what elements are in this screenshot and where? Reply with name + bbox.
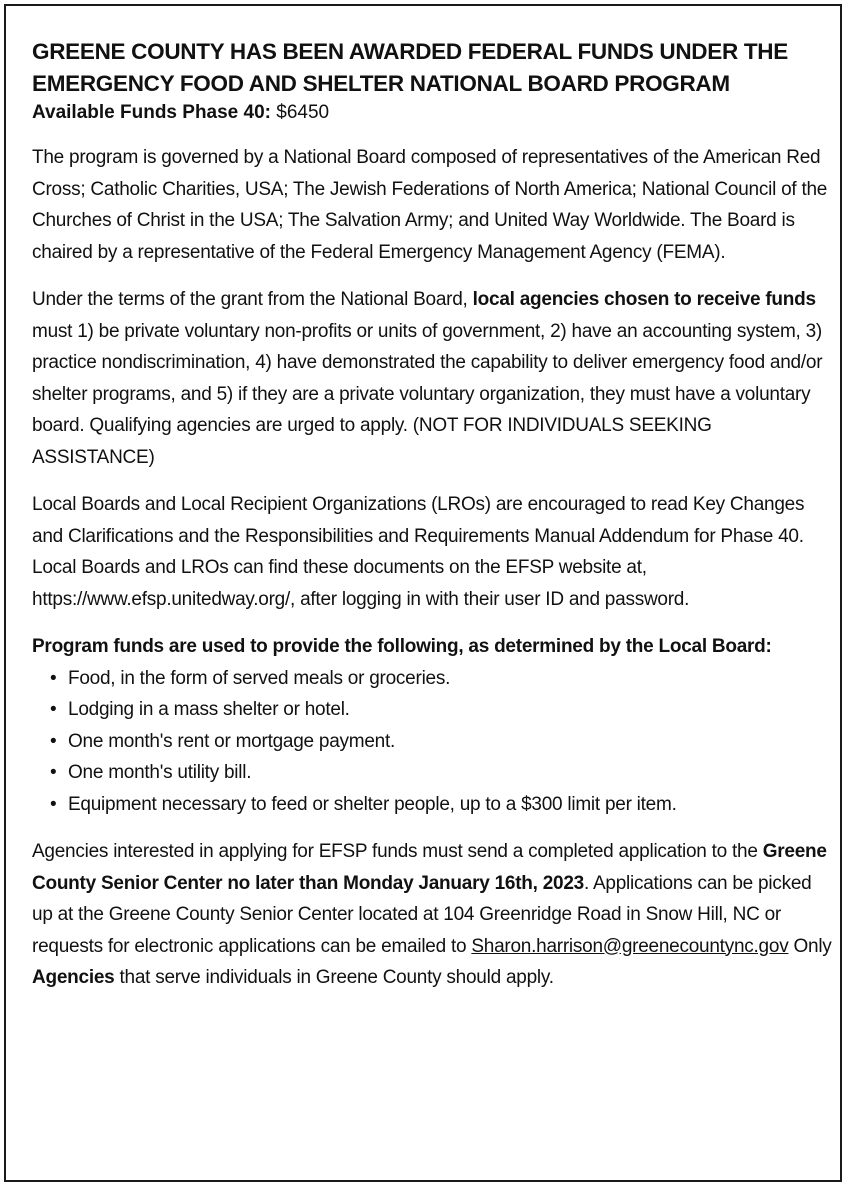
application-text-4: that serve individuals in Greene County should apply.: [119, 967, 554, 988]
application-instructions: [32, 836, 832, 994]
title-line-1: GREENE COUNTY HAS BEEN AWARDED FEDERAL FUNDS UNDER THE: [32, 39, 788, 64]
agencies-bold: Agencies: [32, 967, 115, 988]
grant-terms: [32, 284, 832, 473]
grant-terms-rest: must 1) be private voluntary non-profits or units of government, 2) have an accounting system, 3) practice nondiscrimination, 4) have demonstrated the capability to deliver emergency food and/or shelter programs, and 5) if they are a private voluntary organization, they must have a voluntary board. Qualifying agencies are urged to apply. (NOT FOR INDIVIDUALS SEEKING ASSISTANCE): [32, 320, 823, 468]
email-link[interactable]: Sharon.harrison@greenecountync.gov: [471, 935, 789, 957]
list-item: • Equipment necessary to feed or shelter people, up to a $300 limit per item.: [68, 789, 832, 821]
program-description: The program is governed by a National Board composed of representatives of the American Red Cross; Catholic Charities, USA; The Jewish Federations of North America; National Council of the Churches of Christ in the USA; The Salvation Army; and United Way Worldwide. The Board is chaired by a representative of the Federal Emergency Management Agency (FEMA).: [32, 147, 828, 263]
funds-use-list: [32, 663, 832, 821]
application-text-3: Only: [793, 935, 832, 957]
available-funds: [32, 100, 832, 126]
application-deadline: Greene County Senior Center no later than Monday January 16th, 2023: [32, 841, 827, 894]
list-item: • One month's rent or mortgage payment.: [68, 726, 832, 758]
notice-frame: [4, 4, 842, 1182]
application-text-2: . Applications can be picked up at the Greene County Senior Center located at 104 Greenridge Road in Snow Hill, NC or requests for electronic applications can be emailed to: [32, 872, 812, 957]
list-item: • One month's utility bill.: [68, 757, 832, 789]
list-item: • Food, in the form of served meals or groceries.: [68, 663, 832, 695]
list-item: • Lodging in a mass shelter or hotel.: [68, 694, 832, 726]
local-boards-info: Local Boards and Local Recipient Organizations (LROs) are encouraged to read Key Changes and Clarifications and the Responsibilities and Requirements Manual Addendum for Phase 40. Local Boards and LROs can find these documents on the EFSP website at, https://www.efsp.unitedway.org/, after logging in with their user ID and password.: [32, 494, 805, 610]
title-line-2: EMERGENCY FOOD AND SHELTER NATIONAL BOARD PROGRAM: [32, 71, 730, 96]
funds-label: Available Funds Phase 40:: [32, 102, 271, 123]
application-text-1: Agencies interested in applying for EFSP funds must send a completed application to the: [32, 841, 758, 862]
notice-content: [32, 36, 832, 1010]
funds-amount: $6450: [276, 102, 330, 123]
grant-terms-bold: local agencies chosen to receive funds: [472, 289, 816, 310]
grant-terms-lead: Under the terms of the grant from the National Board,: [32, 289, 468, 310]
notice-title: [32, 36, 832, 100]
list-heading: Program funds are used to provide the following, as determined by the Local Board:: [32, 636, 772, 657]
